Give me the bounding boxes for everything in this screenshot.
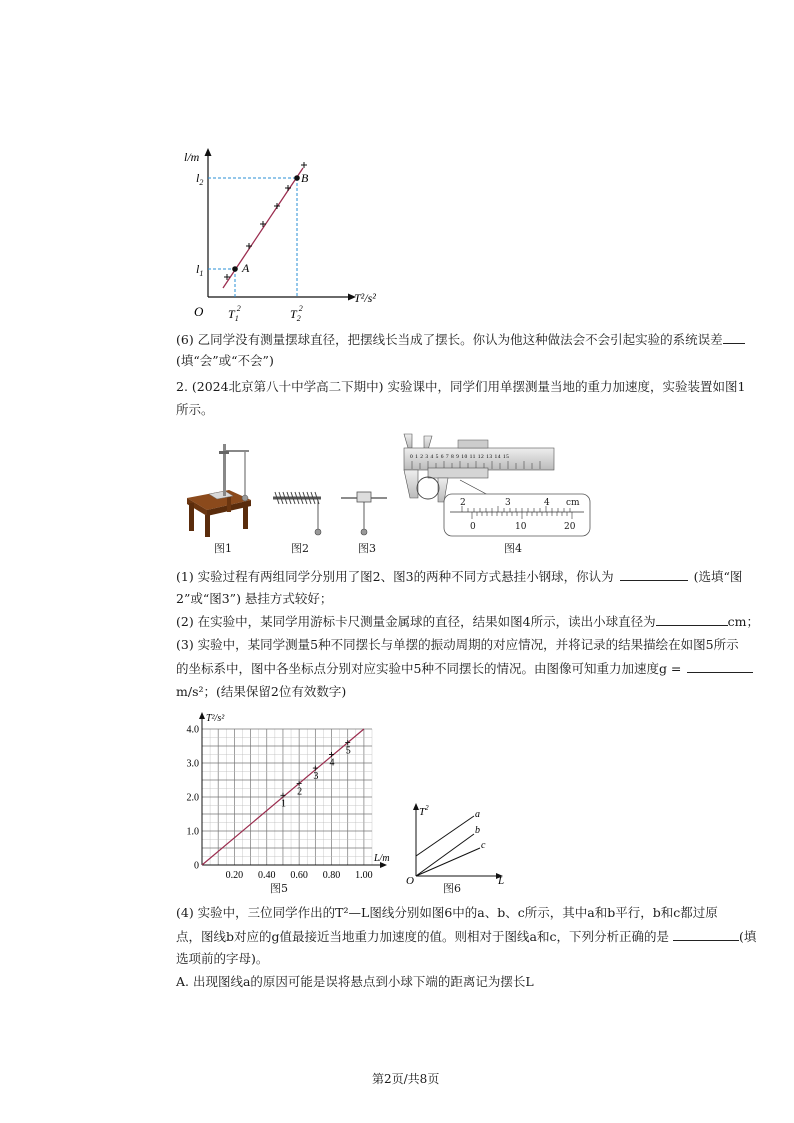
- fig6-caption: 图6: [443, 882, 461, 895]
- x-tick-label: 0.40: [258, 870, 276, 881]
- fig6-label-b: b: [475, 825, 480, 836]
- sub2-line: [176, 612, 759, 631]
- sub4-line2: [176, 927, 756, 946]
- q2-line1: 2. (2024北京第八十中学高二下期中) 实验课中，同学们用单摆测量当地的重力加速度，实验装置如图1: [176, 379, 746, 394]
- caliper-main-scale: 0 1 2 3 4 5 6 7 8 9 10 11 12 13 14 15: [410, 454, 510, 460]
- zoom-main-unit: cm: [566, 498, 580, 508]
- fig6-line-c: [416, 848, 480, 876]
- y-axis-label: T²/s²: [206, 713, 225, 724]
- fig6-label-a: a: [475, 809, 480, 820]
- sub4-fill-text: (填: [738, 929, 757, 944]
- data-point-label: 4: [329, 757, 335, 769]
- point-b: [294, 175, 300, 181]
- y-tick-label: 0: [194, 860, 199, 872]
- fig6-origin: O: [406, 875, 414, 885]
- fig2-caption: 图2: [291, 542, 309, 555]
- data-point-label: 2: [297, 786, 303, 798]
- origin-label: O: [194, 304, 204, 319]
- fig6-line-a: [416, 816, 474, 856]
- sub1-option-text: (选填“图: [693, 569, 743, 584]
- fig3-caption: 图3: [358, 542, 376, 555]
- fig3-clamp-suspension: [339, 486, 389, 540]
- sub3-line1: (3) 实验中，某同学测量5种不同摆长与单摆的振动周期的对应情况，并将记录的结果描绘在如图5所示: [176, 637, 739, 652]
- y-axis-label: l/m: [184, 150, 200, 164]
- x-tick-label: 0.60: [290, 870, 308, 881]
- q6-line2: (填“会”或“不会”): [176, 353, 274, 368]
- zoom-vernier-0: 0: [470, 522, 476, 532]
- sub3-answer-blank[interactable]: [687, 659, 753, 673]
- fig2-coil-suspension: [271, 486, 327, 540]
- y-tick-label: 4.0: [186, 724, 199, 736]
- y-tick-label: 3.0: [186, 758, 199, 770]
- sub2-text: (2) 在实验中，某同学用游标卡尺测量金属球的直径，结果如图4所示，读出小球直径为: [176, 614, 656, 629]
- zoom-main-2: 2: [460, 498, 466, 508]
- fig6-lines: [402, 800, 512, 885]
- l-vs-t2-graph: [180, 140, 400, 325]
- sub4-answer-blank[interactable]: [673, 927, 739, 941]
- sub4-line3: 选项前的字母)。: [176, 951, 269, 966]
- t2-label: $T_22$: [290, 304, 303, 323]
- q6-answer-blank[interactable]: [723, 330, 745, 344]
- zoom-main-4: 4: [544, 498, 550, 508]
- sub4-line1: (4) 实验中，三位同学作出的T²—L图线分别如图6中的a、b、c所示，其中a和b平行，b和c都过原: [176, 905, 718, 920]
- q2-line2: 所示。: [176, 402, 214, 417]
- point-a: [232, 266, 238, 272]
- y-tick-label: 1.0: [186, 826, 199, 838]
- sub3-line2: [176, 659, 753, 678]
- fig5-chart: [176, 705, 406, 885]
- data-point-label: 5: [345, 745, 351, 757]
- sub2-answer-blank[interactable]: [656, 612, 728, 626]
- x-axis-label: L/m: [374, 853, 390, 864]
- x-tick-label: 0.20: [225, 870, 244, 881]
- b-label: B: [301, 171, 309, 185]
- fig6-ylabel: $T^2$: [419, 804, 429, 818]
- fig1-apparatus: [185, 436, 257, 540]
- fig1-caption: 图1: [214, 542, 232, 555]
- l2-label: $l_2$: [196, 171, 204, 187]
- fig6-label-c: c: [481, 840, 486, 851]
- l1-label: $l_1$: [196, 262, 204, 278]
- sub1-text: (1) 实验过程有两组同学分别用了图2、图3的两种不同方式悬挂小钢球，你认为: [176, 569, 614, 584]
- fig4-caption: 图4: [504, 542, 522, 555]
- sub4-text: 点，图线b对应的g值最接近当地重力加速度的值。则相对于图线a和c，下列分析正确的是: [176, 929, 669, 944]
- option-a: A. 出现图线a的原因可能是误将悬点到小球下端的距离记为摆长L: [176, 974, 534, 989]
- zoom-vernier-20: 20: [564, 522, 576, 532]
- q6-line1: [176, 330, 745, 349]
- guide-lines: [208, 178, 297, 297]
- data-point-label: 1: [280, 798, 286, 810]
- fig6-line-b: [416, 834, 474, 876]
- x-tick-label: 1.00: [355, 870, 373, 881]
- sub3-text: 的坐标系中，图中各坐标点分别对应实验中5种不同摆长的情况。由图像可知重力加速度g =: [176, 661, 682, 676]
- y-tick-label: 2.0: [186, 792, 199, 804]
- data-point-3: [313, 766, 318, 771]
- fig6-xlabel: L: [498, 875, 505, 885]
- a-label: A: [242, 261, 250, 275]
- zoom-vernier-10: 10: [515, 522, 527, 532]
- sub3-line3: m/s²；(结果保留2位有效数字): [176, 684, 347, 699]
- fig5-caption: 图5: [270, 882, 288, 895]
- data-point-label: 3: [313, 771, 319, 783]
- q6-text: (6) 乙同学没有测量摆球直径，把摆线长当成了摆长。你认为他这种做法会不会引起实验的系统误差: [176, 332, 723, 347]
- x-tick-label: 0.80: [322, 870, 341, 881]
- sub1-line1: [176, 567, 742, 586]
- sub2-unit: cm；: [727, 614, 759, 629]
- sub1-answer-blank[interactable]: [620, 567, 688, 581]
- data-point-4: [329, 752, 334, 757]
- page-footer: 第2页/共8页: [372, 1072, 440, 1086]
- y-axis-arrow: [199, 712, 205, 719]
- sub1-line2: 2”或“图3”) 悬挂方式较好；: [176, 591, 333, 606]
- x-axis-label: T²/s²: [354, 291, 376, 305]
- zoom-main-3: 3: [505, 498, 511, 508]
- t1-label: $T_12$: [228, 304, 241, 323]
